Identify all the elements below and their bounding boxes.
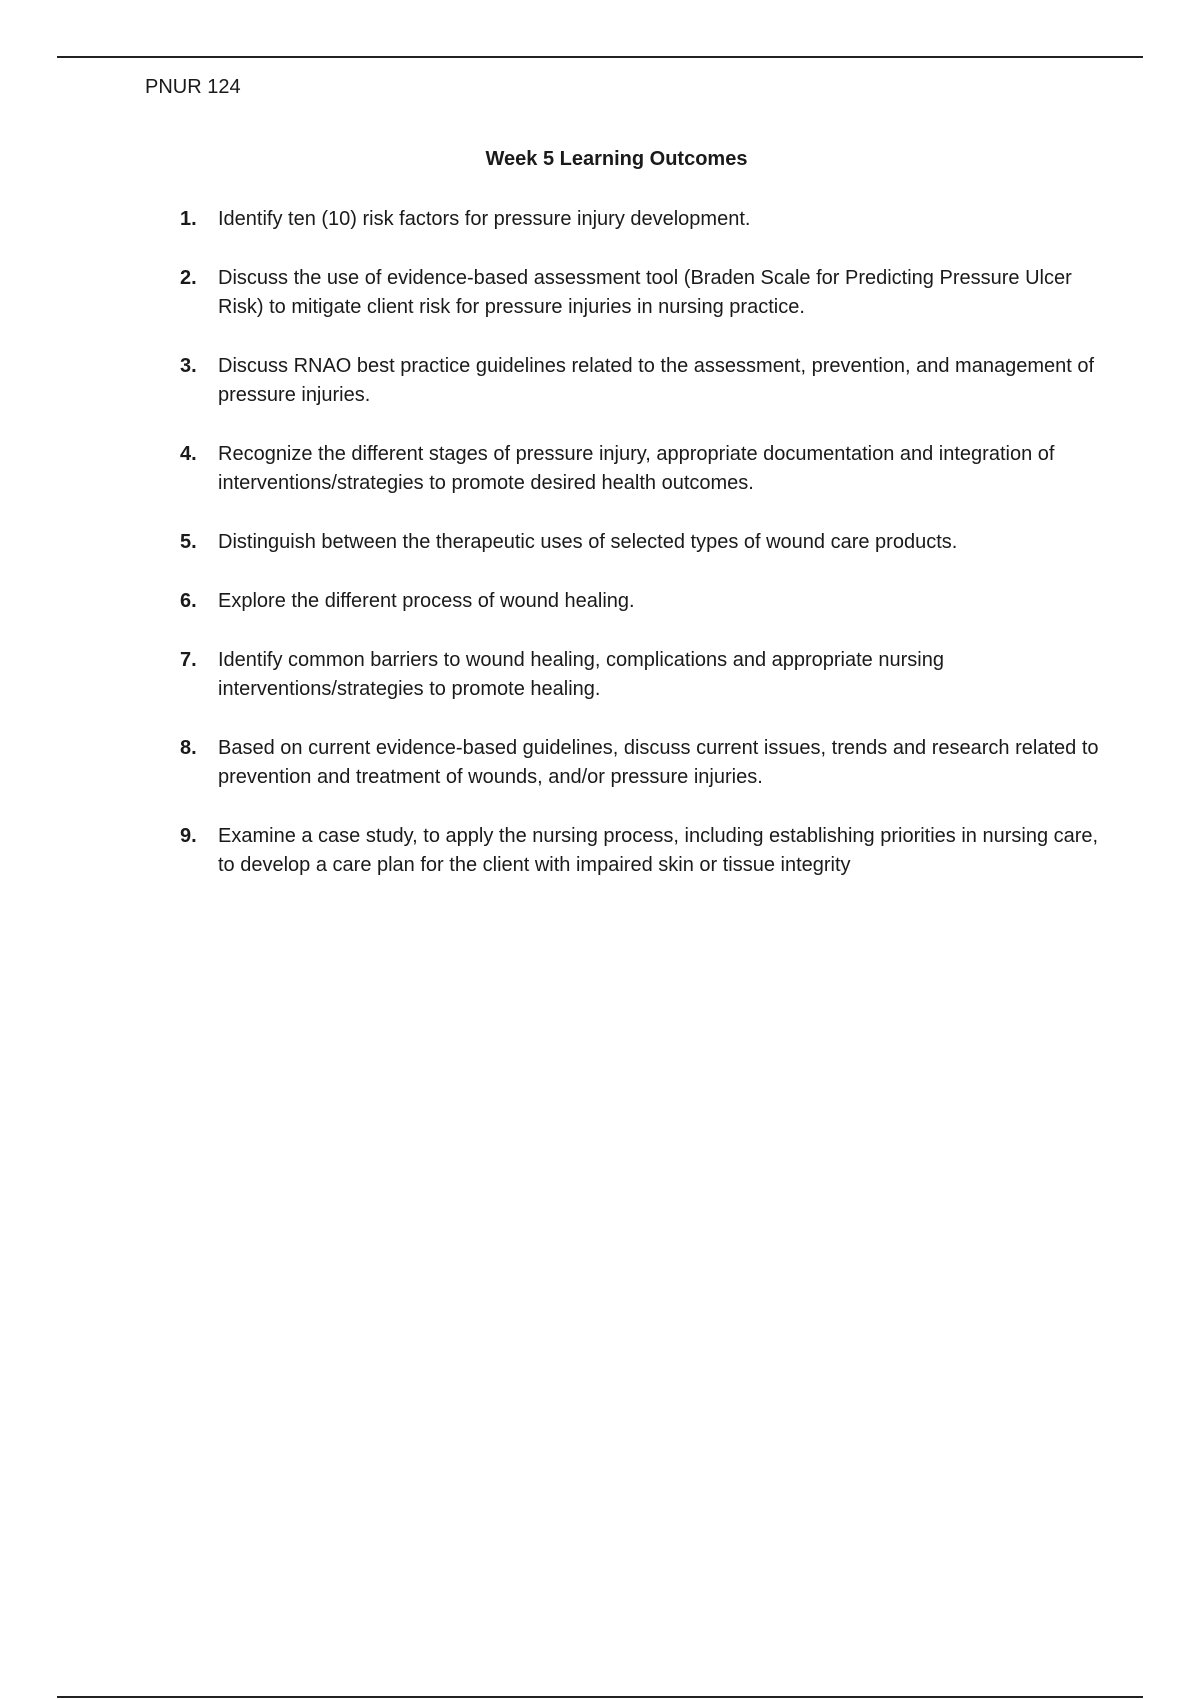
list-item [180,822,1100,880]
outcome-number: 7. [180,649,197,671]
outcome-text: Discuss RNAO best practice guidelines related to the assessment, prevention, and management of pressure injuries. [218,355,1095,406]
list-item [180,264,1100,322]
list-item [180,440,1100,498]
bottom-divider [57,1696,1143,1698]
list-item [180,352,1100,410]
outcome-text: Identify common barriers to wound healing, complications and appropriate nursing interventions/strategies to promote healing. [218,649,944,700]
list-item [180,587,1100,616]
outcome-text: Distinguish between the therapeutic uses of selected types of wound care products. [218,531,958,553]
outcome-number: 3. [180,355,197,377]
outcome-text: Based on current evidence-based guidelines, discuss current issues, trends and research related to prevention and treatment of wounds, and/or pressure injuries. [218,737,1099,788]
outcome-text: Identify ten (10) risk factors for pressure injury development. [218,208,751,230]
list-item [180,646,1100,704]
outcome-text: Explore the different process of wound healing. [218,590,635,612]
top-divider [57,56,1143,58]
outcome-number: 2. [180,267,197,289]
list-item [180,528,1100,557]
list-item [180,205,1100,234]
learning-outcomes-list [180,205,1100,910]
outcome-number: 4. [180,443,197,465]
course-code: PNUR 124 [145,76,241,98]
outcome-text: Recognize the different stages of pressure injury, appropriate documentation and integration of interventions/strategies to promote desired health outcomes. [218,443,1055,494]
outcome-text: Discuss the use of evidence-based assessment tool (Braden Scale for Predicting Pressure Ulcer Risk) to mitigate client risk for pressure injuries in nursing practice. [218,267,1072,318]
outcome-number: 6. [180,590,197,612]
outcome-number: 1. [180,208,197,230]
outcome-text: Examine a case study, to apply the nursing process, including establishing priorities in nursing care, to develop a care plan for the client with impaired skin or tissue integrity [218,825,1099,876]
outcome-number: 5. [180,531,197,553]
outcome-number: 8. [180,737,197,759]
outcome-number: 9. [180,825,197,847]
page-title: Week 5 Learning Outcomes [485,148,748,170]
list-item [180,734,1100,792]
